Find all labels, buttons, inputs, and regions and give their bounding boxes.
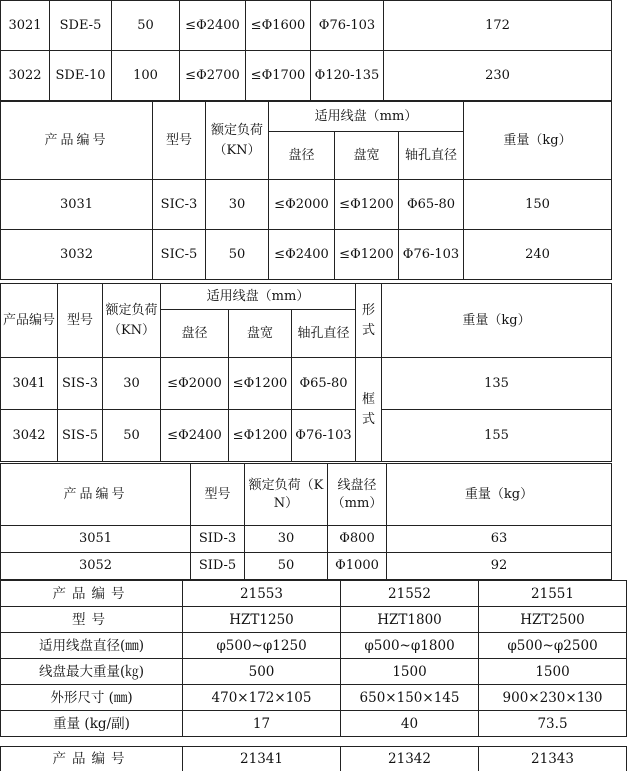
value-cell: 21552 <box>341 581 479 607</box>
sde-table <box>0 0 612 101</box>
reel-dia-cell: Φ800 <box>328 526 387 553</box>
rated-load-cell: 100 <box>112 51 180 101</box>
disc-width-cell: ≤Φ1200 <box>335 230 399 280</box>
row-label-cell: 适用线盘直径(㎜) <box>1 633 183 659</box>
product-no-cell: 3031 <box>1 180 153 230</box>
value-cell: 500 <box>183 659 341 685</box>
header-form: 形式 <box>356 284 382 358</box>
table-row <box>1 659 627 685</box>
value-cell: HZT2500 <box>479 607 627 633</box>
table-row <box>1 526 612 553</box>
weight-cell: 135 <box>382 358 612 410</box>
row-label-cell: 型号 <box>1 607 183 633</box>
row-label-cell: 重量 (kg/副) <box>1 711 183 737</box>
model-cell: SIS-5 <box>58 410 103 462</box>
product-no-cell: 3042 <box>1 410 58 462</box>
table-row <box>1 180 612 230</box>
table-row <box>1 553 612 580</box>
header-model: 型号 <box>153 102 206 180</box>
value-cell: φ500~φ2500 <box>479 633 627 659</box>
table-row <box>1 747 627 771</box>
model-cell: SIC-5 <box>153 230 206 280</box>
header-disc-dia: 盘径 <box>161 310 229 358</box>
bore-dia-cell: Φ65-80 <box>399 180 464 230</box>
table-row <box>1 711 627 737</box>
rated-load-cell: 30 <box>206 180 269 230</box>
model-cell: SIS-3 <box>58 358 103 410</box>
disc-dia-cell: ≤Φ2700 <box>180 51 246 101</box>
table-row <box>1 1 612 51</box>
disc-dia-cell: ≤Φ2400 <box>161 410 229 462</box>
header-reel: 适用线盘（mm） <box>161 284 356 310</box>
form-cell: 框式 <box>356 358 382 462</box>
rated-load-cell: 50 <box>112 1 180 51</box>
model-cell: SDE-10 <box>50 51 112 101</box>
model-cell: SDE-5 <box>50 1 112 51</box>
disc-width-cell: ≤Φ1200 <box>229 358 292 410</box>
header-reel: 适用线盘（mm） <box>269 102 464 132</box>
sid-table <box>0 463 612 580</box>
disc-dia-cell: ≤Φ2000 <box>161 358 229 410</box>
bore-dia-cell: Φ65-80 <box>292 358 356 410</box>
table-row <box>1 607 627 633</box>
product-no-cell: 3041 <box>1 358 58 410</box>
row-label-cell: 外形尺寸 (㎜) <box>1 685 183 711</box>
value-cell: φ500~φ1800 <box>341 633 479 659</box>
product-no-cell: 3051 <box>1 526 191 553</box>
value-cell: HZT1250 <box>183 607 341 633</box>
bore-dia-cell: Φ76-103 <box>292 410 356 462</box>
value-cell: 21343 <box>479 747 627 771</box>
rated-load-cell: 30 <box>103 358 161 410</box>
value-cell: 40 <box>341 711 479 737</box>
rated-load-cell: 50 <box>245 553 328 580</box>
value-cell: HZT1800 <box>341 607 479 633</box>
table-row <box>1 581 627 607</box>
value-cell: 21551 <box>479 581 627 607</box>
header-rated-load: 额定负荷（KN） <box>245 464 328 526</box>
sic-table <box>0 101 612 280</box>
header-weight: 重量（kg） <box>464 102 612 180</box>
table-row <box>1 358 612 410</box>
value-cell: φ500~φ1250 <box>183 633 341 659</box>
header-rated-load: 额定负荷（KN） <box>103 284 161 358</box>
product-no-cell: 3052 <box>1 553 191 580</box>
product-no-cell: 3022 <box>1 51 50 101</box>
model-cell: SID-5 <box>191 553 245 580</box>
header-disc-width: 盘宽 <box>335 132 399 180</box>
table-row <box>1 230 612 280</box>
disc-width-cell: ≤Φ1200 <box>335 180 399 230</box>
disc-dia-cell: ≤Φ2400 <box>180 1 246 51</box>
bore-dia-cell: Φ76-103 <box>311 1 384 51</box>
header-reel-dia: 线盘径（mm） <box>328 464 387 526</box>
value-cell: 1500 <box>341 659 479 685</box>
header-row <box>1 464 612 526</box>
header-bore-dia: 轴孔直径 <box>399 132 464 180</box>
disc-width-cell: ≤Φ1700 <box>246 51 311 101</box>
disc-dia-cell: ≤Φ2400 <box>269 230 335 280</box>
weight-cell: 150 <box>464 180 612 230</box>
row-label-cell: 产品编号 <box>1 747 183 771</box>
value-cell: 650×150×145 <box>341 685 479 711</box>
table-row <box>1 685 627 711</box>
model-cell: SIC-3 <box>153 180 206 230</box>
weight-cell: 230 <box>384 51 612 101</box>
rated-load-cell: 30 <box>245 526 328 553</box>
disc-width-cell: ≤Φ1600 <box>246 1 311 51</box>
hzt-table <box>0 580 627 737</box>
header-row <box>1 102 612 132</box>
weight-cell: 63 <box>387 526 612 553</box>
table-row <box>1 51 612 101</box>
header-model: 型号 <box>191 464 245 526</box>
header-product-no: 产品编号 <box>1 284 58 358</box>
table-row <box>1 633 627 659</box>
row-label-cell: 线盘最大重量(㎏) <box>1 659 183 685</box>
header-product-no: 产品编号 <box>1 464 191 526</box>
model-cell: SID-3 <box>191 526 245 553</box>
disc-width-cell: ≤Φ1200 <box>229 410 292 462</box>
bore-dia-cell: Φ76-103 <box>399 230 464 280</box>
rated-load-cell: 50 <box>103 410 161 462</box>
header-bore-dia: 轴孔直径 <box>292 310 356 358</box>
reel-dia-cell: Φ1000 <box>328 553 387 580</box>
header-disc-width: 盘宽 <box>229 310 292 358</box>
weight-cell: 240 <box>464 230 612 280</box>
bore-dia-cell: Φ120-135 <box>311 51 384 101</box>
value-cell: 21341 <box>183 747 341 771</box>
value-cell: 1500 <box>479 659 627 685</box>
value-cell: 21553 <box>183 581 341 607</box>
header-weight: 重量（kg） <box>387 464 612 526</box>
sis-table <box>0 283 612 462</box>
row-label-cell: 产品编号 <box>1 581 183 607</box>
value-cell: 21342 <box>341 747 479 771</box>
value-cell: 900×230×130 <box>479 685 627 711</box>
product-no-cell: 3032 <box>1 230 153 280</box>
value-cell: 73.5 <box>479 711 627 737</box>
header-weight: 重量（kg） <box>382 284 612 358</box>
weight-cell: 92 <box>387 553 612 580</box>
value-cell: 470×172×105 <box>183 685 341 711</box>
header-model: 型号 <box>58 284 103 358</box>
value-cell: 17 <box>183 711 341 737</box>
rated-load-cell: 50 <box>206 230 269 280</box>
header-row <box>1 284 612 310</box>
header-disc-dia: 盘径 <box>269 132 335 180</box>
header-product-no: 产品编号 <box>1 102 153 180</box>
weight-cell: 155 <box>382 410 612 462</box>
weight-cell: 172 <box>384 1 612 51</box>
disc-dia-cell: ≤Φ2000 <box>269 180 335 230</box>
next-table <box>0 746 627 771</box>
header-rated-load: 额定负荷（KN） <box>206 102 269 180</box>
table-row <box>1 410 612 462</box>
product-no-cell: 3021 <box>1 1 50 51</box>
